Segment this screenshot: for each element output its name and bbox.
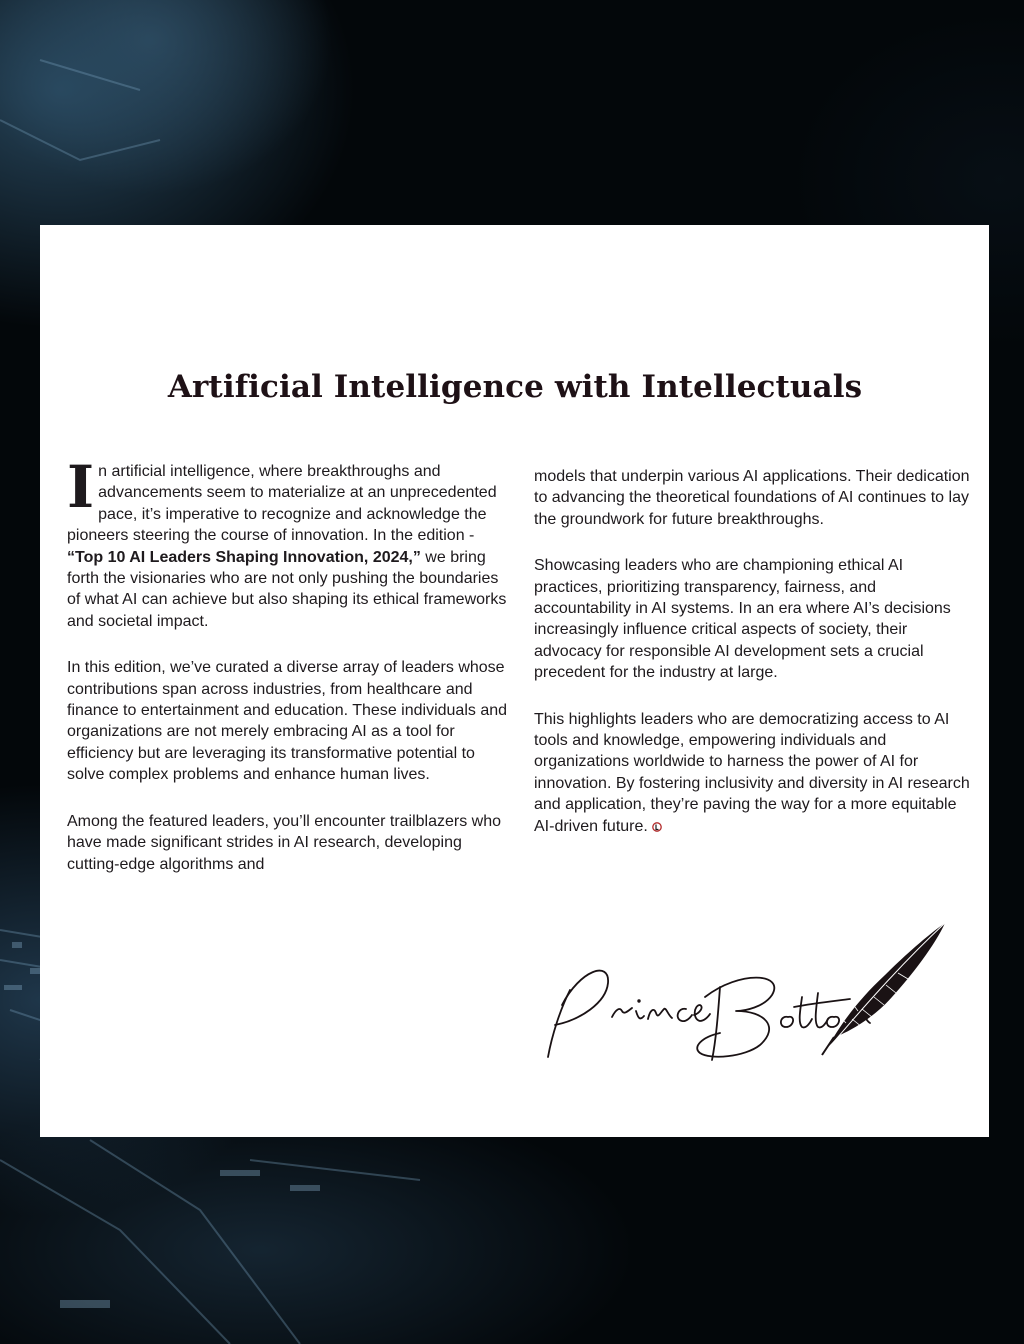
article-paragraph <box>534 709 970 837</box>
quill-feather-icon <box>822 923 945 1055</box>
article-paragraph <box>67 453 507 632</box>
article-paragraph: In this edition, we’ve curated a diverse array of leaders whose contributions span across industries, from healthcare and finance to entertainment and education. These individuals and organizations are not merely embracing AI as a tool for efficiency but are leveraging its transformative potential to solve complex problems and enhance human lives. <box>67 659 508 784</box>
page-title: Artificial Intelligence with Intellectuals <box>167 369 863 405</box>
paragraph-text: n artificial intelligence, where breakthroughs and advancements seem to materialize at an unprecedented pace, it’s imperative to recognize and acknowledge the pioneers steering the course of innovation. In the edition - <box>67 463 497 545</box>
article-paragraph: Among the featured leaders, you’ll encounter trailblazers who have made significant strides in AI research, developing cutting-edge algorithms and <box>67 812 502 873</box>
article-paragraph: models that underpin various AI applications. Their dedication to advancing the theoretical foundations of AI continues to lay the groundwork for future breakthroughs. <box>534 468 970 528</box>
paragraph-text: we bring forth the visionaries who are not only pushing the boundaries of what AI can achieve but also shaping its ethical frameworks and societal impact. <box>67 548 507 630</box>
end-of-article-icon <box>652 817 662 827</box>
signature <box>540 915 960 1075</box>
edition-title-bold: “Top 10 AI Leaders Shaping Innovation, 2024,” <box>67 548 421 566</box>
article-paragraph: Showcasing leaders who are championing ethical AI practices, prioritizing transparency, fairness, and accountability in AI systems. In an era where AI’s decisions increasingly influence critical aspects of society, their advocacy for responsible AI development sets a crucial precedent for the industry at large. <box>534 557 951 682</box>
article-column-right <box>534 466 970 862</box>
paragraph-text: This highlights leaders who are democratizing access to AI tools and knowledge, empowering individuals and organizations worldwide to harness the power of AI for innovation. By fostering inclusivity and diversity in AI research and application, they’re paving the way for a more equitable AI-driven future. <box>534 710 970 835</box>
drop-cap: I <box>67 453 95 521</box>
article-column-left <box>67 453 508 900</box>
signature-handwriting <box>540 915 960 1075</box>
